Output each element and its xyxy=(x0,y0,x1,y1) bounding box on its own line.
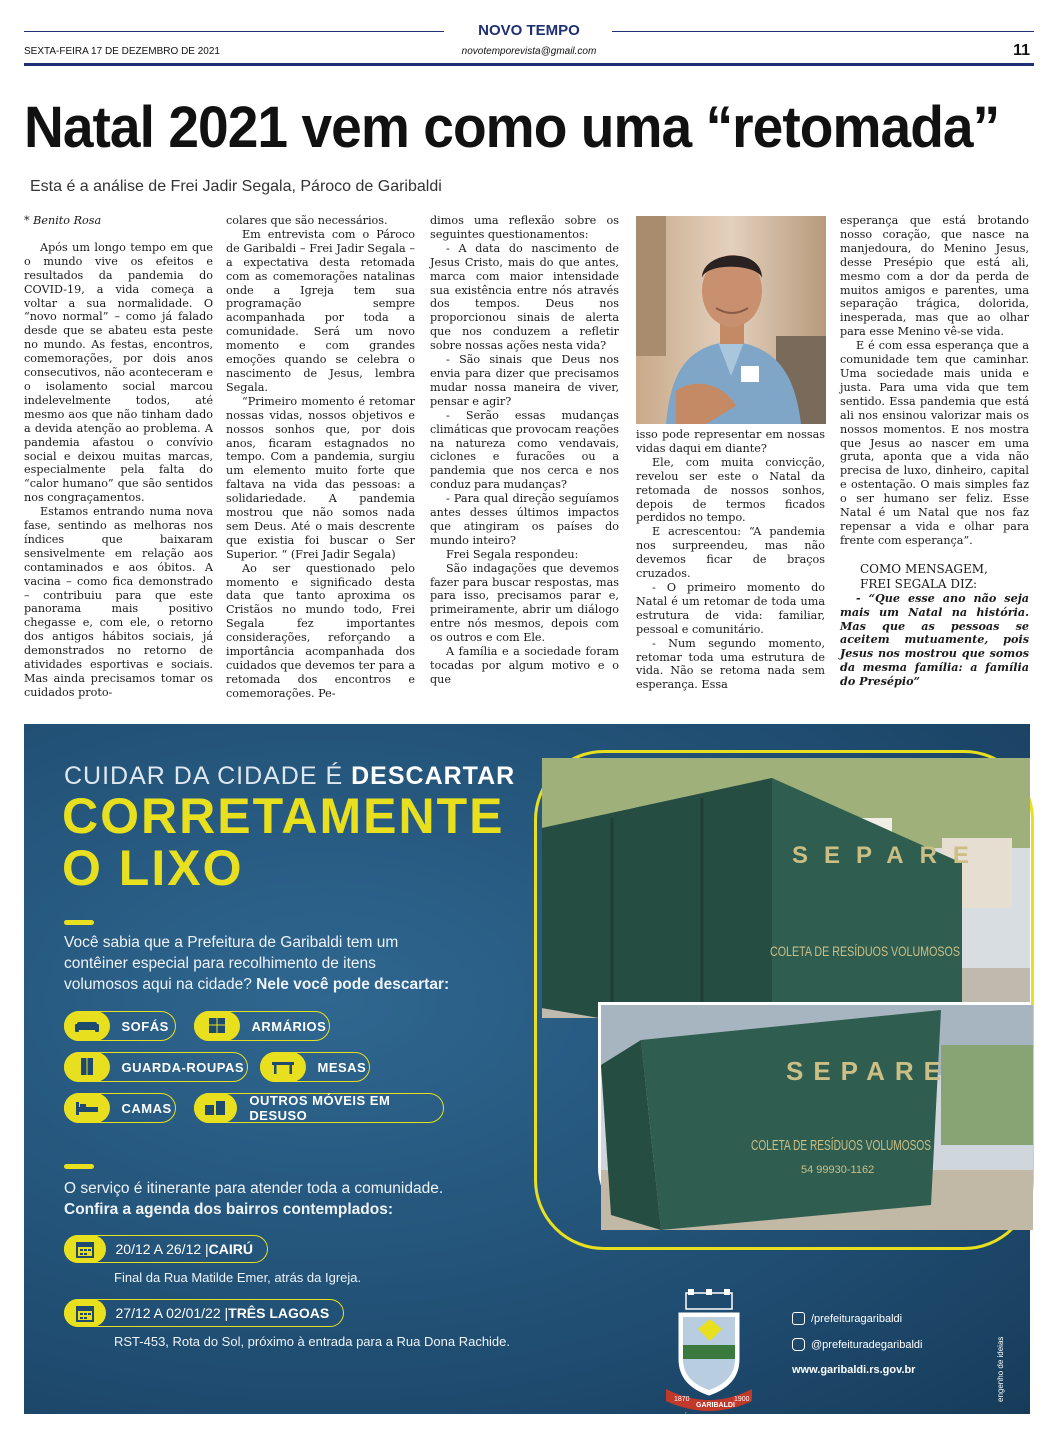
table-icon xyxy=(260,1052,306,1082)
byline: * Benito Rosa xyxy=(24,214,102,227)
container-label-separe: SEPARE xyxy=(792,842,985,869)
paragraph: E acrescentou: “A pandemia nos surpreendeu, mas não devemos ficar de braços cruzados. xyxy=(636,525,825,581)
date-tres-lagoas xyxy=(64,1299,344,1327)
contact-email[interactable]: novotemporevista@gmail.com xyxy=(461,46,597,57)
ad-tagline-a: CUIDAR DA CIDADE É xyxy=(64,762,352,790)
furniture-icon xyxy=(194,1093,238,1123)
paragraph: colares que são necessários. xyxy=(226,214,388,227)
page-number: 11 xyxy=(1013,42,1030,59)
item-label: ARMÁRIOS xyxy=(251,1018,327,1034)
bed-icon xyxy=(64,1093,110,1123)
paragraph: A família e a sociedade foram tocadas por algum motivo e o que xyxy=(430,645,619,686)
date-place: TRÊS LAGOAS xyxy=(228,1305,330,1321)
facebook-handle: /prefeituragaribaldi xyxy=(811,1312,903,1325)
instagram-link[interactable] xyxy=(792,1338,922,1351)
date-range: 27/12 A 02/01/22 | xyxy=(115,1305,229,1321)
ad-headline xyxy=(62,790,505,894)
accent-dash xyxy=(64,920,94,925)
calendar-icon xyxy=(64,1299,106,1327)
masthead-rule-right xyxy=(612,31,1034,32)
date-location: RST-453, Rota do Sol, próximo à entrada para a Rua Dona Rachide. xyxy=(114,1334,511,1349)
container-label-coleta-2: COLETA DE RESÍDUOS VOLUMOSOS xyxy=(751,1137,931,1154)
paragraph: Ao ser questionado pelo momento e significado desta data que tanto aproxima os Cristãos no mundo todo, Frei Segala fez importantes considerações, reforçando a importância acompanhada dos cuidados que devemos ter para a retomada dos encontros e comemorações. Pe- xyxy=(226,561,415,700)
date-cairu xyxy=(64,1235,268,1263)
quote-heading-line-2: FREI SEGALA DIZ: xyxy=(860,576,978,591)
facebook-link[interactable] xyxy=(792,1312,902,1325)
article-column-2 xyxy=(226,214,415,701)
paragraph: - A data do nascimento de Jesus Cristo, mais do que antes, marca com maior intensidade sua existência entre nós através dos tempos. Deus nos proporcionou sinais de alerta que nos conduzem a refletir sobre nossas ações nesta vida? xyxy=(430,241,619,353)
issue-date: SEXTA-FEIRA 17 DE DEZEMBRO DE 2021 xyxy=(24,46,220,57)
paragraph: dimos uma reflexão sobre os seguintes questionamentos: xyxy=(430,214,619,241)
item-label: GUARDA-ROUPAS xyxy=(121,1059,245,1075)
item-label: MESAS xyxy=(317,1059,367,1075)
paragraph: São indagações que devemos fazer para buscar respostas, mas para isso, precisamos parar e, primeiramente, abrir um diálogo entre nós mesmos, depois com os outros e com Ele. xyxy=(430,561,619,645)
cabinet-icon xyxy=(194,1011,240,1041)
item-label: SOFÁS xyxy=(121,1018,169,1034)
garibaldi-crest xyxy=(654,1289,764,1414)
crest-year-left: 1870 xyxy=(674,1396,690,1403)
article-column-3 xyxy=(430,214,619,687)
ad-intro xyxy=(64,932,449,995)
item-camas xyxy=(64,1093,176,1123)
ad-intro-3b: Nele você pode descartar: xyxy=(256,976,450,993)
website-url: www.garibaldi.rs.gov.br xyxy=(792,1364,916,1376)
article-column-1 xyxy=(24,214,213,700)
paragraph: isso pode representar em nossas vidas daqui em diante? xyxy=(636,428,825,455)
item-label: CAMAS xyxy=(121,1100,172,1116)
quote-heading-line-1: COMO MENSAGEM, xyxy=(860,561,988,576)
newspaper-name: NOVO TEMPO xyxy=(478,22,580,39)
item-sofas xyxy=(64,1011,176,1041)
instagram-icon xyxy=(792,1338,805,1351)
website-link[interactable] xyxy=(792,1364,915,1376)
masthead xyxy=(0,0,1058,70)
paragraph: - Serão essas mudanças climáticas que provocam reações na natureza como vendavais, ciclones e furacões ou a pandemia que nos cerca e nos conduz para mudanças? xyxy=(430,408,619,492)
date-range: 20/12 A 26/12 | xyxy=(115,1241,209,1257)
container-phone: 54 99930-1162 xyxy=(801,1164,875,1176)
item-label: OUTROS MÓVEIS EM DESUSO xyxy=(249,1093,391,1123)
item-guarda-roupas xyxy=(64,1052,248,1082)
instagram-handle: @prefeituradegaribaldi xyxy=(811,1338,923,1351)
paragraph: “Primeiro momento é retomar nossas vidas, nossos objetivos e nossos sonhos que, por dois anos, ficaram estagnados no tempo. Com a pandemia, surgiu um elemento muito forte que faltava na vida das pessoas: a solidariedade. A pandemia mostrou que não somos nada sem Deus. Até o mais descrente que existia foi buscar o Ser Superior. “ (Frei Jadir Segala) xyxy=(226,394,415,561)
container-label-separe-2: SEPARE xyxy=(786,1056,951,1086)
agency-credit xyxy=(994,1314,1006,1404)
masthead-rule-left xyxy=(24,31,444,32)
ad-intro-2: contêiner especial para recolhimento de itens xyxy=(64,955,376,972)
facebook-icon xyxy=(792,1312,805,1325)
item-armarios xyxy=(194,1011,330,1041)
ad-headline-1: CORRETAMENTE xyxy=(62,788,505,844)
container-label-coleta: COLETA DE RESÍDUOS VOLUMOSOS xyxy=(770,943,960,959)
article-column-4 xyxy=(636,428,825,692)
crest-year-right: 1900 xyxy=(734,1396,750,1403)
quote-heading xyxy=(840,562,1029,592)
paragraph: - Para qual direção seguíamos antes desses últimos impactos que atingiram os países do mundo inteiro? xyxy=(430,492,619,547)
article-subhead: Esta é a análise de Frei Jadir Segala, Pároco de Garibaldi xyxy=(30,178,442,195)
paragraph: - Num segundo momento, retomar toda uma estrutura de vida. Não se retoma nada sem esperança. Essa xyxy=(636,636,825,692)
ad-intro-1: Você sabia que a Prefeitura de Garibaldi tem um xyxy=(64,934,399,951)
ad-tagline-b: DESCARTAR xyxy=(351,762,516,790)
container-photo-2 xyxy=(598,1002,1030,1227)
ad-intro-3a: volumosos aqui na cidade? xyxy=(64,976,257,993)
item-mesas xyxy=(260,1052,370,1082)
ad-intro-3 xyxy=(64,974,449,995)
container-photo-1 xyxy=(542,758,1030,1018)
frei-segala-photo xyxy=(636,216,826,424)
paragraph: Frei Segala respondeu: xyxy=(446,547,579,561)
article-column-5 xyxy=(840,214,1029,689)
paragraph: - São sinais que Deus nos envia para dizer que precisamos mudar nossa maneira de viver, pensar e agir? xyxy=(430,353,619,408)
date-place: CAIRÚ xyxy=(208,1241,254,1257)
city-ad-banner xyxy=(24,724,1030,1421)
ad-headline-2: O LIXO xyxy=(62,840,244,896)
agency-credit-text: engenho de ideias xyxy=(996,1336,1005,1402)
crest-name: GARIBALDI xyxy=(696,1402,735,1409)
paragraph: Em entrevista com o Pároco de Garibaldi – Frei Jadir Segala – a expectativa desta retomada com as comemorações natalinas onde a Igreja tem sua programação sempre acompanhada por toda a comunidade. Será um novo momento e com grandes emoções quando se celebra o nascimento de Jesus, lembra Segala. xyxy=(226,227,415,394)
calendar-icon xyxy=(64,1235,106,1263)
paragraph: Após um longo tempo em que o mundo vive os efeitos e resultados da pandemia do COVID-19, a vida começa a voltar a sua normalidade. O “novo normal” – como já falado desde que se abateu esta peste no mundo. As festas, encontros, comemorações, por dois anos consecutivos, não aconteceram e o isolamento social marcou indelevelmente todos, até mesmo aos que não tinham dado a devida atenção ao problema. A pandemia afastou o convívio social e deixou muitas marcas, especialmente pela falta do “calor humano” que são sentidos nos congraçamentos. xyxy=(24,240,213,505)
wardrobe-icon xyxy=(64,1052,110,1082)
item-outros xyxy=(194,1093,444,1123)
paragraph: Ele, com muita convicção, revelou ser este o Natal da retomada de nossos sonhos, depois de termos ficados perdidos no tempo. xyxy=(636,455,825,525)
masthead-divider xyxy=(24,63,1034,66)
paragraph: - O primeiro momento do Natal é um retomar de toda uma estrutura de vida: familiar, pessoal e comunitário. xyxy=(636,580,825,636)
closing-quote: - “Que esse ano não seja mais um Natal na história. Mas que as pessoas se aceitem mutuamente, pois Jesus nos mostrou que somos da mesma família: a família do Presépio” xyxy=(840,590,1029,689)
paragraph: Estamos entrando numa nova fase, sentindo as melhoras nos índices que baixaram sensivelmente em relação aos contaminados e aos óbitos. A vacina – como fica demonstrado – contribuiu para que este panorama mais positivo chegasse e, com ele, o retorno dos antigos hábitos sociais, já demonstrados no retorno de atividades esportivas e sociais. Mas ainda precisamos tomar os cuidados proto- xyxy=(24,505,213,699)
service-text: O serviço é itinerante para atender toda a comunidade. xyxy=(64,1180,444,1197)
crest-caption: MUNICÍPIO DE GARIBALDI xyxy=(659,1412,755,1421)
paragraph: esperança que está brotando nosso coração, que nasce na manjedoura, do Menino Jesus, desse Presépio que está ali, mesmo com a dor da perda de muitos amigos e parentes, uma separação trágica, dolorida, inesperada, mas que ao olhar para esse Menino vê-se vida. xyxy=(840,214,1029,339)
sofa-icon xyxy=(64,1011,110,1041)
article-headline: Natal 2021 vem como uma “retomada” xyxy=(24,95,1000,160)
date-location: Final da Rua Matilde Emer, atrás da Igreja. xyxy=(114,1270,362,1285)
ad-service xyxy=(64,1178,443,1220)
agenda-text: Confira a agenda dos bairros contemplados: xyxy=(64,1201,394,1218)
accent-dash xyxy=(64,1164,94,1169)
ad-tagline xyxy=(64,762,515,791)
paragraph: E é com essa esperança que a comunidade tem que caminhar. Uma sociedade mais unida e justa. Para uma vida que tem sentido. Essa pandemia que está ali nos ensinou valorizar mais os nossos momentos. E nos mostra que Jesus ao nascer em uma gruta, aponta que a vida não precisa de luxo, dinheiro, capital e ostentação. O mais simples faz o ser humano ser feliz. Esse Natal é um Natal que nos faz repensar a vida e olhar para frente com esperança”. xyxy=(840,339,1029,547)
